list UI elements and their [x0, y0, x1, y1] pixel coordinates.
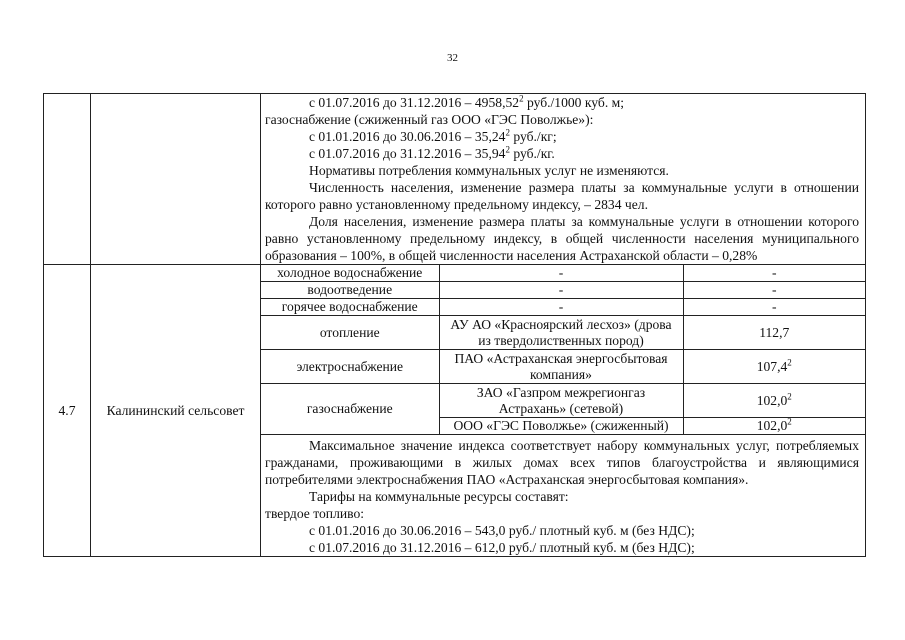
service-name: горячее водоснабжение	[261, 299, 439, 316]
service-name: отопление	[261, 316, 439, 350]
service-row	[261, 265, 865, 282]
tariff-line: с 01.07.2016 до 31.12.2016 – 612,0 руб./ плотный куб. м (без НДС);	[309, 540, 695, 555]
service-row	[261, 350, 865, 384]
row-4-7-notes	[261, 435, 865, 556]
services-cell	[261, 265, 866, 557]
tariff-table	[43, 93, 866, 557]
service-name: электроснабжение	[261, 350, 439, 384]
norms-line: Нормативы потребления коммунальных услуг не изменяются.	[309, 163, 669, 178]
tariff-line: с 01.07.2016 до 31.12.2016 – 35,94$^2$ руб./кг.	[309, 144, 555, 161]
service-index: -	[683, 299, 865, 316]
tariff-line: с 01.01.2016 до 30.06.2016 – 35,24$^2$ руб./кг;	[309, 127, 557, 144]
service-index: 102,0$^2$	[683, 418, 865, 435]
service-row	[261, 384, 865, 418]
service-index: -	[683, 265, 865, 282]
service-index: 102,0$^2$	[683, 384, 865, 418]
service-name: холодное водоснабжение	[261, 265, 439, 282]
service-index: 112,7	[683, 316, 865, 350]
service-name: водоотведение	[261, 282, 439, 299]
table-row-4-7	[44, 265, 866, 557]
service-provider: -	[439, 299, 683, 316]
service-name: газоснабжение	[261, 384, 439, 435]
service-row	[261, 316, 865, 350]
service-provider: ПАО «Астраханская энергосбытовая компания»	[439, 350, 683, 384]
tariffs-intro: Тарифы на коммунальные ресурсы составят:	[309, 489, 569, 504]
number-cell	[44, 94, 91, 265]
service-provider: ЗАО «Газпром межрегионгаз Астрахань» (сетевой)	[439, 384, 683, 418]
name-cell	[91, 94, 261, 265]
population-paragraph: Численность населения, изменение размера платы за коммунальные услуги в отношении которого равно установленному предельному индексу, – 2834 чел.	[265, 180, 859, 212]
table-row-continuation	[44, 94, 866, 265]
service-provider: ООО «ГЭС Поволжье» (сжиженный)	[439, 418, 683, 435]
service-index: 107,4$^2$	[683, 350, 865, 384]
row-number: 4.7	[44, 265, 91, 557]
municipality-name: Калининский сельсовет	[91, 265, 261, 557]
services-table	[261, 265, 865, 435]
service-row	[261, 282, 865, 299]
max-index-paragraph: Максимальное значение индекса соответствует набору коммунальных услуг, потребляемых гражданами, проживающими в жилых домах всех типов благоустройства и являющимися потребителями электроснабжения ПАО «Астраханская энергосбытовая компания».	[265, 438, 859, 487]
description-cell	[261, 94, 866, 265]
service-provider: -	[439, 265, 683, 282]
tariff-line: газоснабжение (сжиженный газ ООО «ГЭС Поволжье»):	[265, 112, 594, 127]
solid-fuel-label: твердое топливо:	[265, 506, 365, 521]
tariff-line: с 01.07.2016 до 31.12.2016 – 4958,52$^2$ руб./1000 куб. м;	[309, 93, 624, 110]
service-row	[261, 299, 865, 316]
tariff-line: с 01.01.2016 до 30.06.2016 – 543,0 руб./ плотный куб. м (без НДС);	[309, 523, 695, 538]
service-provider: АУ АО «Красноярский лесхоз» (дрова из твердолиственных пород)	[439, 316, 683, 350]
page-number: 32	[447, 52, 458, 64]
share-paragraph: Доля населения, изменение размера платы за коммунальные услуги в отношении которого равно установленному предельному индексу, в общей численности населения муниципального образования – 100%, в общей численности населения Астраханской области – 0,28%	[265, 214, 859, 263]
service-provider: -	[439, 282, 683, 299]
service-index: -	[683, 282, 865, 299]
